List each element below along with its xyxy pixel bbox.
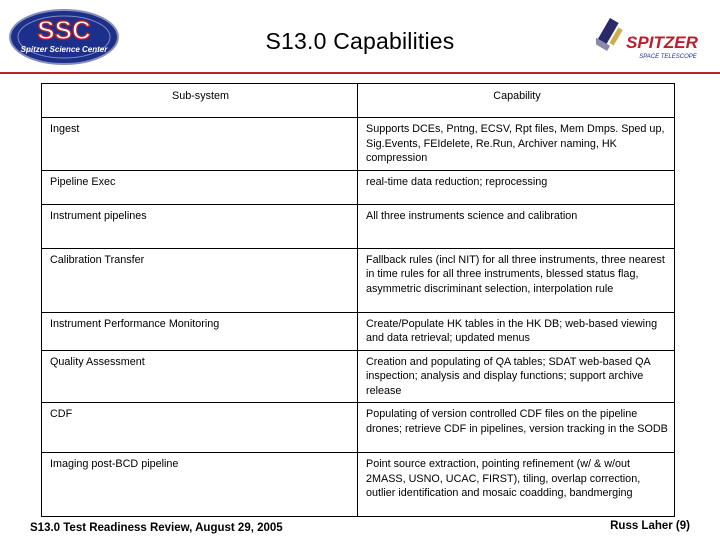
capability-cell: Creation and populating of QA tables; SDAT web-based QA inspection; analysis and display functions; support archive release (358, 350, 675, 403)
footer-page-number: Russ Laher (9) (610, 520, 690, 532)
table-row (42, 118, 675, 171)
subsystem-cell: Imaging post-BCD pipeline (42, 453, 358, 517)
svg-text:Spitzer Science Center: Spitzer Science Center (20, 45, 108, 54)
subsystem-cell: Instrument pipelines (42, 204, 358, 248)
capability-cell: Fallback rules (incl NIT) for all three instruments, three nearest in time rules for all three instruments, blessed status flag, asymmetric discriminant selection, interpolation rule (358, 248, 675, 312)
capability-cell: All three instruments science and calibration (358, 204, 675, 248)
table-row (42, 453, 675, 517)
page-title: S13.0 Capabilities (265, 28, 455, 54)
table-row (42, 350, 675, 403)
capability-cell: Point source extraction, pointing refinement (w/ & w/out 2MASS, USNO, UCAC, FIRST), tiling, overlap correction, outlier identification and mosaic coadding, bandmerging (358, 453, 675, 517)
table-row (42, 312, 675, 350)
subsystem-cell: CDF (42, 403, 358, 453)
svg-text:SPITZER: SPITZER (626, 33, 698, 52)
subsystem-cell: Calibration Transfer (42, 248, 358, 312)
subsystem-cell: Ingest (42, 118, 358, 171)
column-header-capability: Capability (358, 84, 675, 118)
capability-cell: real-time data reduction; reprocessing (358, 170, 675, 204)
table-header-row (42, 84, 675, 118)
column-header-subsystem: Sub-system (42, 84, 358, 118)
svg-text:SSC: SSC (37, 15, 91, 45)
svg-text:SPACE TELESCOPE: SPACE TELESCOPE (639, 54, 697, 60)
capabilities-table (41, 83, 675, 517)
capability-cell: Supports DCEs, Pntng, ECSV, Rpt files, Mem Dmps. Sped up, Sig.Events, FEIdelete, Re.Run, Archiver naming, HK compression (358, 118, 675, 171)
table-row (42, 403, 675, 453)
table-row (42, 204, 675, 248)
capability-cell: Populating of version controlled CDF files on the pipeline drones; retrieve CDF in pipelines, version tracking in the SODB (358, 403, 675, 453)
spitzer-logo (596, 14, 712, 64)
header-rule (0, 72, 720, 74)
slide-header (0, 0, 720, 74)
capability-cell: Create/Populate HK tables in the HK DB; web-based viewing and data retrieval; updated menus (358, 312, 675, 350)
subsystem-cell: Instrument Performance Monitoring (42, 312, 358, 350)
table-row (42, 248, 675, 312)
subsystem-cell: Pipeline Exec (42, 170, 358, 204)
subsystem-cell: Quality Assessment (42, 350, 358, 403)
table-row (42, 170, 675, 204)
footer-event: S13.0 Test Readiness Review, August 29, 2005 (30, 522, 283, 534)
